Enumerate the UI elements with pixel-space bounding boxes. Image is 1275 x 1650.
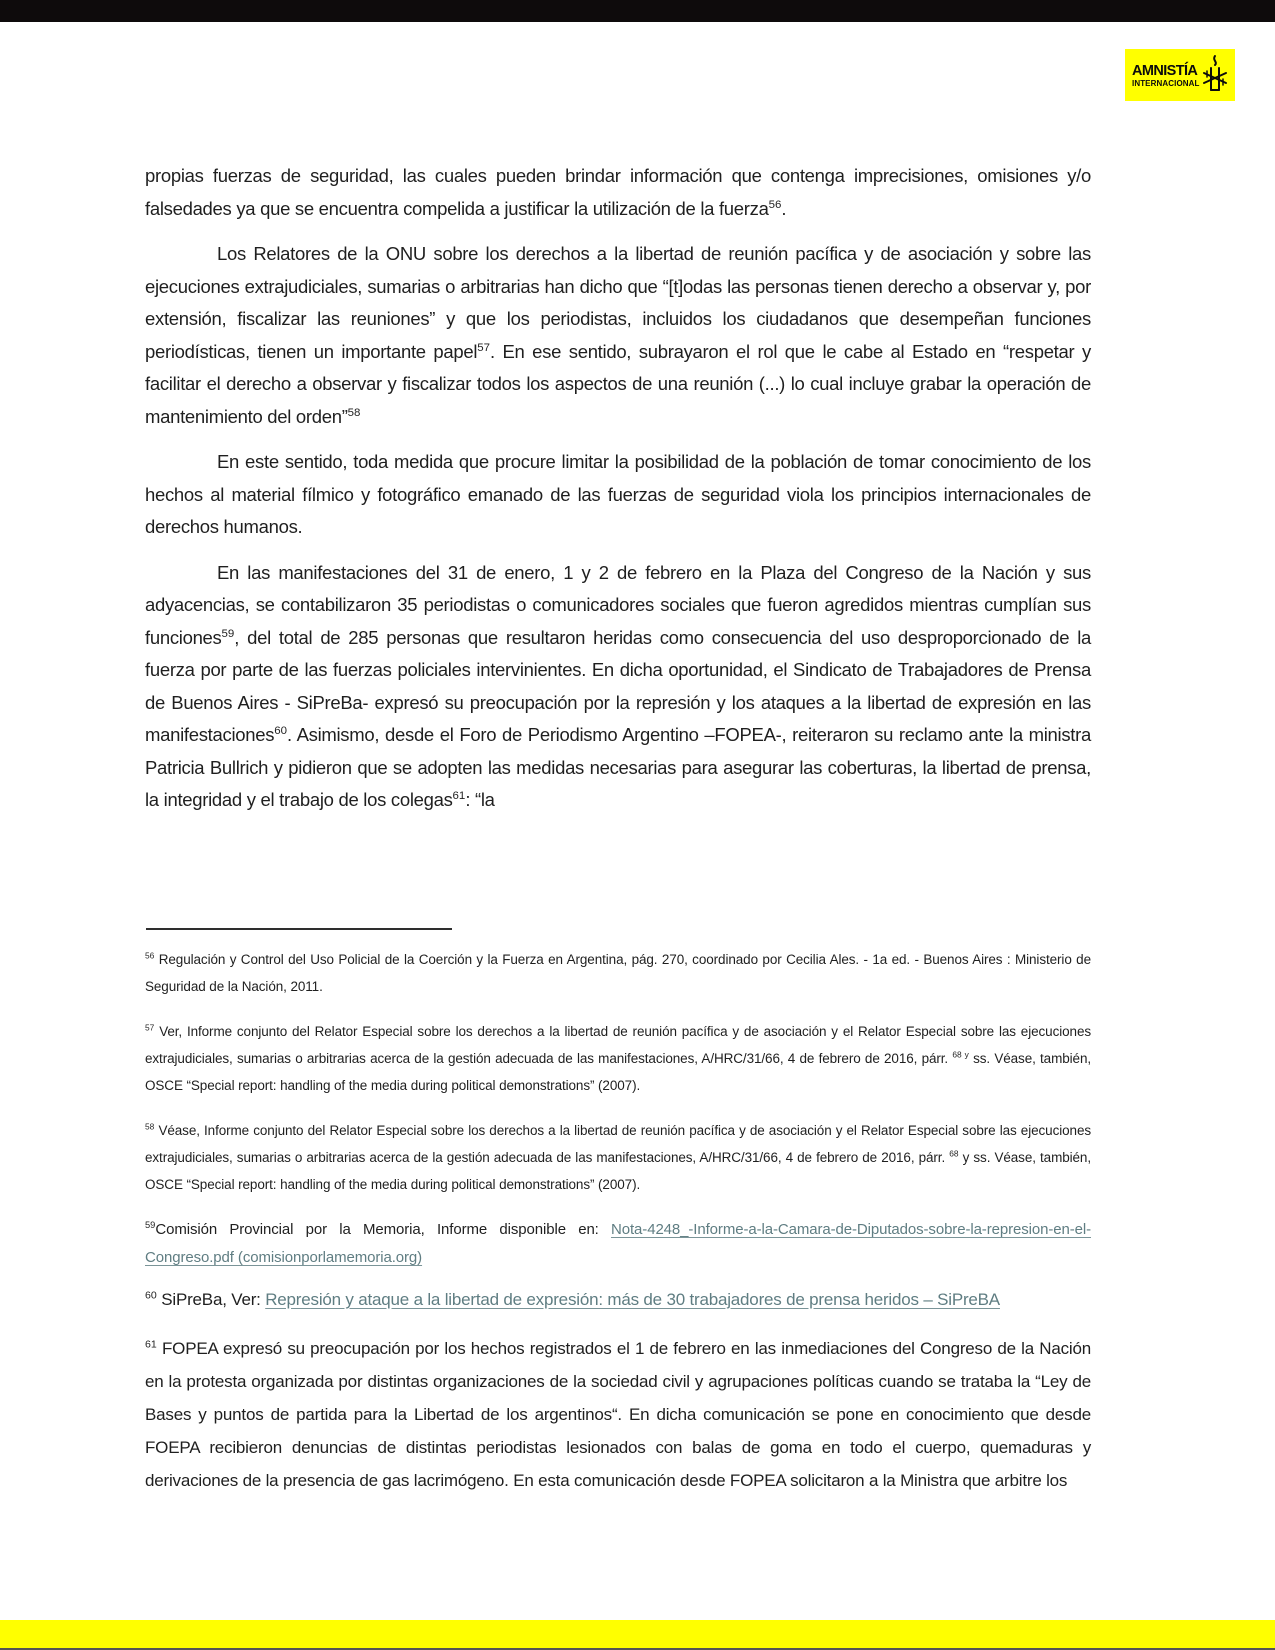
- text-run: Los Relatores de la ONU sobre los derechos a la libertad de reunión pacífica y de asociación y sobre las ejecuciones extrajudiciales, sumarias o arbitrarias han dicho que “[t]odas las personas tienen derecho a observar y, por extensión, fiscalizar las reuniones” y que los periodistas, incluidos los ciudadanos que desempeñan funciones periodísticas, tienen un importante papel: [145, 243, 1091, 362]
- footnote-ref: 57: [145, 1022, 155, 1033]
- footnote-ref: 68: [949, 1148, 959, 1159]
- footnote: [145, 1117, 1091, 1198]
- footnote: [145, 1216, 1091, 1272]
- footnote-ref: 60: [145, 1289, 157, 1302]
- amnesty-candle-icon: [1202, 53, 1228, 98]
- footnote: [145, 1332, 1091, 1497]
- amnesty-logo-text: [1132, 63, 1200, 88]
- body-text-block: [145, 160, 1091, 830]
- footnote-ref: 57: [477, 341, 490, 354]
- footnote-link[interactable]: Represión y ataque a la libertad de expresión: más de 30 trabajadores de prensa heridos – SiPreBA: [265, 1290, 1000, 1309]
- text-run: .: [781, 197, 787, 219]
- body-paragraph: [145, 557, 1091, 817]
- footnote-ref: 60: [274, 724, 287, 737]
- footnote: [145, 1018, 1091, 1099]
- text-run: propias fuerzas de seguridad, las cuales pueden brindar información que contenga imprecisiones, omisiones y/o falsedades ya que se encuentra compelida a justificar la utilización de la fuerza: [145, 165, 1091, 219]
- text-run: Comisión Provincial por la Memoria, Informe disponible en:: [155, 1221, 612, 1238]
- text-run: SiPreBa, Ver:: [156, 1290, 266, 1309]
- text-run: ss. Véase, también, OSCE “Special report: handling of the media during political demonstrations” (2007).: [145, 1051, 1092, 1093]
- text-run: FOPEA expresó su preocupación por los hechos registrados el 1 de febrero en las inmediaciones del Congreso de la Nación en la protesta organizada por distintas organizaciones de la sociedad civil y agrupaciones políticas cuando se trataba la “Ley de Bases y puntos de partida para la Libertad de los argentinos“. En dicha comunicación se pone en conocimiento que desde FOEPA recibieron denuncias de distintas periodistas lesionados con balas de goma en todo el cuerpo, quemaduras y derivaciones de la presencia de gas lacrimógeno. En esta comunicación desde FOPEA solicitaron a la Ministra que arbitre los: [145, 1339, 1091, 1490]
- logo-subtitle: INTERNACIONAL: [1132, 78, 1200, 88]
- text-run: : “la: [465, 789, 495, 810]
- body-paragraph: [145, 160, 1091, 225]
- text-run: Regulación y Control del Uso Policial de la Coerción y la Fuerza en Argentina, pág. 270, coordinado por Cecilia Ales. - 1a ed. - Buenos Aires : Ministerio de Seguridad de la Nación, 2011.: [145, 952, 1091, 994]
- footnote-ref: 61: [145, 1338, 157, 1351]
- top-black-bar: [0, 0, 1275, 22]
- footnote: [145, 946, 1091, 1000]
- amnesty-logo: [1125, 49, 1235, 101]
- footnote-ref: 68 y: [952, 1049, 969, 1060]
- footnote-ref: 59: [145, 1220, 156, 1230]
- footnote-link[interactable]: Nota-4248_-Informe-a-la-Camara-de-Diputados-sobre-la-represion-en-el-Congreso.pdf (comisionporlamemoria.org): [145, 1221, 1091, 1266]
- footnote-separator: [146, 928, 452, 930]
- footnote: [145, 1286, 1091, 1314]
- text-run: , del total de 285 personas que resultaron heridas como consecuencia del uso desproporcionado de la fuerza por parte de las fuerzas policiales intervinientes. En dicha oportunidad, el Sindicato de Trabajadores de Prensa de Buenos Aires - SiPreBa- expresó su preocupación por la represión y los ataques a la libertad de expresión en las manifestaciones: [145, 626, 1091, 745]
- text-run: . Asimismo, desde el Foro de Periodismo Argentino –FOPEA-, reiteraron su reclamo ante la ministra Patricia Bullrich y pidieron que se adopten las medidas necesarias para asegurar las coberturas, la libertad de prensa, la integridad y el trabajo de los colegas: [145, 724, 1091, 810]
- footnote-ref: 56: [768, 198, 782, 211]
- footnote-ref: 59: [221, 627, 235, 640]
- text-run: Ver, Informe conjunto del Relator Especial sobre los derechos a la libertad de reunión pacífica y de asociación y el Relator Especial sobre las ejecuciones extrajudiciales, sumarias o arbitrarias acerca de la gestión adecuada de las manifestaciones, A/HRC/31/66, 4 de febrero de 2016, párr.: [145, 1024, 1091, 1066]
- text-run: Véase, Informe conjunto del Relator Especial sobre los derechos a la libertad de reunión pacífica y de asociación y el Relator Especial sobre las ejecuciones extrajudiciales, sumarias o arbitrarias acerca de la gestión adecuada de las manifestaciones, A/HRC/31/66, 4 de febrero de 2016, párr.: [145, 1123, 1091, 1165]
- bottom-yellow-bar: [0, 1620, 1275, 1648]
- footnotes-section: [145, 946, 1091, 1497]
- text-run: . En ese sentido, subrayaron el rol que le cabe al Estado en “respetar y facilitar el derecho a observar y fiscalizar todos los aspectos de una reunión (...) lo cual incluye grabar la operación de mantenimiento del orden”: [145, 340, 1091, 427]
- text-run: En este sentido, toda medida que procure limitar la posibilidad de la población de tomar conocimiento de los hechos al material fílmico y fotográfico emanado de las fuerzas de seguridad viola los principios internacionales de derechos humanos.: [145, 451, 1091, 537]
- body-paragraph: [145, 238, 1091, 433]
- body-paragraph: [145, 446, 1091, 544]
- logo-title: AMNISTÍA: [1132, 62, 1198, 79]
- footnote-ref: 58: [347, 406, 361, 419]
- text-run: En las manifestaciones del 31 de enero, 1 y 2 de febrero en la Plaza del Congreso de la Nación y sus adyacencias, se contabilizaron 35 periodistas o comunicadores sociales que fueron agredidos mientras cumplían sus funciones: [145, 561, 1091, 648]
- text-run: y ss. Véase, también, OSCE “Special report: handling of the media during political demonstrations” (2007).: [145, 1150, 1091, 1192]
- footnote-ref: 58: [145, 1121, 155, 1132]
- footnote-ref: 61: [452, 789, 466, 802]
- footnote-ref: 56: [145, 950, 155, 961]
